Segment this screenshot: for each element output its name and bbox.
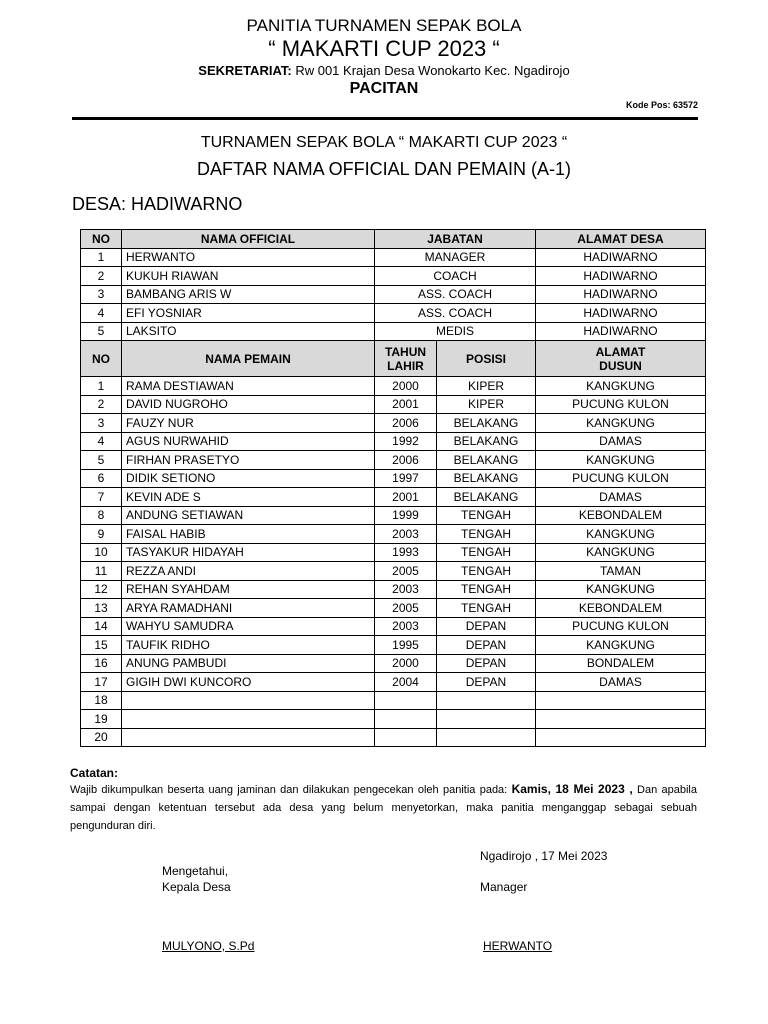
player-row bbox=[81, 488, 706, 507]
roster-table bbox=[80, 229, 706, 747]
player-row bbox=[81, 562, 706, 581]
player-row bbox=[81, 710, 706, 729]
player-row bbox=[81, 691, 706, 710]
player-no: 14 bbox=[81, 617, 122, 636]
official-address: HADIWARNO bbox=[536, 248, 706, 267]
player-name: ARYA RAMADHANI bbox=[122, 599, 375, 618]
official-name: KUKUH RIAWAN bbox=[122, 267, 375, 286]
player-name: GIGIH DWI KUNCORO bbox=[122, 673, 375, 692]
players-header-row bbox=[81, 341, 706, 377]
player-birth-year: 2006 bbox=[375, 451, 437, 470]
player-position: DEPAN bbox=[437, 654, 536, 673]
player-row bbox=[81, 469, 706, 488]
official-no: 5 bbox=[81, 322, 122, 341]
player-address bbox=[536, 710, 706, 729]
document-subtitle: TURNAMEN SEPAK BOLA “ MAKARTI CUP 2023 “ bbox=[200, 134, 568, 151]
official-row bbox=[81, 285, 706, 304]
player-address bbox=[536, 691, 706, 710]
notes-text-before: Wajib dikumpulkan beserta uang jaminan dan dilakukan pengecekan oleh panitia pada: bbox=[70, 784, 512, 796]
player-position: TENGAH bbox=[437, 562, 536, 581]
official-address: HADIWARNO bbox=[536, 267, 706, 286]
player-row bbox=[81, 451, 706, 470]
officials-header-address: ALAMAT DESA bbox=[536, 230, 706, 249]
event-title: “ MAKARTI CUP 2023 “ bbox=[268, 36, 500, 61]
notes-text bbox=[70, 780, 697, 835]
official-address: HADIWARNO bbox=[536, 322, 706, 341]
document-title: DAFTAR NAMA OFFICIAL DAN PEMAIN (A-1) bbox=[196, 159, 572, 179]
player-birth-year: 1997 bbox=[375, 469, 437, 488]
officials-header-name: NAMA OFFICIAL bbox=[122, 230, 375, 249]
player-birth-year: 2005 bbox=[375, 562, 437, 581]
player-name: WAHYU SAMUDRA bbox=[122, 617, 375, 636]
player-birth-year: 2001 bbox=[375, 488, 437, 507]
player-address: TAMAN bbox=[536, 562, 706, 581]
player-address bbox=[536, 728, 706, 747]
secretariat-label: SEKRETARIAT: bbox=[198, 63, 292, 78]
postal-code: Kode Pos: 63572 bbox=[625, 100, 698, 110]
player-birth-year: 2006 bbox=[375, 414, 437, 433]
player-position: KIPER bbox=[437, 395, 536, 414]
official-no: 1 bbox=[81, 248, 122, 267]
player-no: 15 bbox=[81, 636, 122, 655]
official-no: 2 bbox=[81, 267, 122, 286]
player-no: 3 bbox=[81, 414, 122, 433]
organizer-title: PANITIA TURNAMEN SEPAK BOLA bbox=[246, 16, 522, 35]
player-position: BELAKANG bbox=[437, 488, 536, 507]
player-address: PUCUNG KULON bbox=[536, 617, 706, 636]
player-position: BELAKANG bbox=[437, 469, 536, 488]
players-header-address: ALAMAT DUSUN bbox=[536, 341, 706, 377]
player-name: RAMA DESTIAWAN bbox=[122, 377, 375, 396]
player-row bbox=[81, 599, 706, 618]
player-name: DIDIK SETIONO bbox=[122, 469, 375, 488]
player-position: TENGAH bbox=[437, 599, 536, 618]
player-no: 19 bbox=[81, 710, 122, 729]
official-name: LAKSITO bbox=[122, 322, 375, 341]
player-name: DAVID NUGROHO bbox=[122, 395, 375, 414]
official-name: HERWANTO bbox=[122, 248, 375, 267]
official-position: ASS. COACH bbox=[375, 285, 536, 304]
player-row bbox=[81, 395, 706, 414]
player-birth-year: 2000 bbox=[375, 654, 437, 673]
player-address: KANGKUNG bbox=[536, 636, 706, 655]
player-address: BONDALEM bbox=[536, 654, 706, 673]
village-head-role: Kepala Desa bbox=[162, 880, 231, 894]
player-birth-year: 2001 bbox=[375, 395, 437, 414]
player-no: 2 bbox=[81, 395, 122, 414]
player-address: KANGKUNG bbox=[536, 525, 706, 544]
player-row bbox=[81, 414, 706, 433]
player-row bbox=[81, 580, 706, 599]
player-no: 11 bbox=[81, 562, 122, 581]
player-no: 1 bbox=[81, 377, 122, 396]
player-name bbox=[122, 691, 375, 710]
player-name bbox=[122, 710, 375, 729]
acknowledgement-label: Mengetahui, bbox=[162, 864, 229, 878]
player-name bbox=[122, 728, 375, 747]
official-row bbox=[81, 267, 706, 286]
player-address: PUCUNG KULON bbox=[536, 469, 706, 488]
official-no: 4 bbox=[81, 304, 122, 323]
player-no: 13 bbox=[81, 599, 122, 618]
players-header-birth-year: TAHUN LAHIR bbox=[375, 341, 437, 377]
official-no: 3 bbox=[81, 285, 122, 304]
players-header-no: NO bbox=[81, 341, 122, 377]
manager-role: Manager bbox=[480, 880, 528, 894]
player-row bbox=[81, 617, 706, 636]
player-address: KANGKUNG bbox=[536, 377, 706, 396]
player-address: DAMAS bbox=[536, 673, 706, 692]
player-no: 20 bbox=[81, 728, 122, 747]
player-name: FAUZY NUR bbox=[122, 414, 375, 433]
player-no: 9 bbox=[81, 525, 122, 544]
player-address: KANGKUNG bbox=[536, 451, 706, 470]
official-address: HADIWARNO bbox=[536, 285, 706, 304]
header-divider bbox=[72, 117, 698, 120]
players-body bbox=[81, 377, 706, 747]
player-birth-year: 1993 bbox=[375, 543, 437, 562]
player-position: TENGAH bbox=[437, 580, 536, 599]
official-row bbox=[81, 322, 706, 341]
notes-label: Catatan: bbox=[70, 766, 119, 780]
official-position: MANAGER bbox=[375, 248, 536, 267]
village-head-name: MULYONO, S.Pd bbox=[162, 939, 255, 953]
notes-deadline: Kamis, 18 Mei 2023 , bbox=[511, 782, 633, 796]
player-name: REZZA ANDI bbox=[122, 562, 375, 581]
city-name: PACITAN bbox=[349, 80, 419, 97]
player-name: REHAN SYAHDAM bbox=[122, 580, 375, 599]
player-row bbox=[81, 728, 706, 747]
player-address: KANGKUNG bbox=[536, 543, 706, 562]
official-position: ASS. COACH bbox=[375, 304, 536, 323]
player-birth-year: 2005 bbox=[375, 599, 437, 618]
player-no: 16 bbox=[81, 654, 122, 673]
players-header-position: POSISI bbox=[437, 341, 536, 377]
player-address: KANGKUNG bbox=[536, 580, 706, 599]
player-position: DEPAN bbox=[437, 617, 536, 636]
players-header-name: NAMA PEMAIN bbox=[122, 341, 375, 377]
player-name: TASYAKUR HIDAYAH bbox=[122, 543, 375, 562]
player-birth-year: 2003 bbox=[375, 580, 437, 599]
player-no: 10 bbox=[81, 543, 122, 562]
player-row bbox=[81, 525, 706, 544]
player-no: 18 bbox=[81, 691, 122, 710]
player-position: TENGAH bbox=[437, 543, 536, 562]
notes-text-after: Dan apabila sampai dengan ketentuan tersebut ada desa yang belum menyetorkan, maka panitia menganggap sebagai sebuah pengunduran diri. bbox=[70, 784, 697, 832]
player-row bbox=[81, 654, 706, 673]
player-row bbox=[81, 673, 706, 692]
player-row bbox=[81, 543, 706, 562]
player-no: 6 bbox=[81, 469, 122, 488]
player-address: KEBONDALEM bbox=[536, 506, 706, 525]
player-no: 4 bbox=[81, 432, 122, 451]
player-birth-year: 2003 bbox=[375, 617, 437, 636]
village-name: DESA: HADIWARNO bbox=[72, 194, 243, 214]
player-name: TAUFIK RIDHO bbox=[122, 636, 375, 655]
player-name: ANDUNG SETIAWAN bbox=[122, 506, 375, 525]
player-position: DEPAN bbox=[437, 673, 536, 692]
player-position bbox=[437, 728, 536, 747]
player-position: TENGAH bbox=[437, 506, 536, 525]
official-position: MEDIS bbox=[375, 322, 536, 341]
player-row bbox=[81, 377, 706, 396]
player-position bbox=[437, 710, 536, 729]
player-no: 7 bbox=[81, 488, 122, 507]
player-address: DAMAS bbox=[536, 488, 706, 507]
official-row bbox=[81, 304, 706, 323]
officials-header-position: JABATAN bbox=[375, 230, 536, 249]
player-address: DAMAS bbox=[536, 432, 706, 451]
official-row bbox=[81, 248, 706, 267]
official-name: EFI YOSNIAR bbox=[122, 304, 375, 323]
player-birth-year bbox=[375, 728, 437, 747]
player-name: ANUNG PAMBUDI bbox=[122, 654, 375, 673]
player-position: BELAKANG bbox=[437, 414, 536, 433]
player-birth-year: 2004 bbox=[375, 673, 437, 692]
officials-header-no: NO bbox=[81, 230, 122, 249]
secretariat-line bbox=[0, 63, 768, 78]
player-address: KEBONDALEM bbox=[536, 599, 706, 618]
player-address: KANGKUNG bbox=[536, 414, 706, 433]
manager-name: HERWANTO bbox=[483, 939, 553, 953]
player-birth-year: 1995 bbox=[375, 636, 437, 655]
player-birth-year bbox=[375, 691, 437, 710]
official-position: COACH bbox=[375, 267, 536, 286]
player-birth-year: 2000 bbox=[375, 377, 437, 396]
player-birth-year: 2003 bbox=[375, 525, 437, 544]
signature-place-date: Ngadirojo , 17 Mei 2023 bbox=[480, 849, 608, 863]
officials-header-row bbox=[81, 230, 706, 249]
player-no: 12 bbox=[81, 580, 122, 599]
player-birth-year: 1992 bbox=[375, 432, 437, 451]
player-position bbox=[437, 691, 536, 710]
player-no: 5 bbox=[81, 451, 122, 470]
player-position: DEPAN bbox=[437, 636, 536, 655]
player-row bbox=[81, 506, 706, 525]
player-position: KIPER bbox=[437, 377, 536, 396]
official-name: BAMBANG ARIS W bbox=[122, 285, 375, 304]
player-birth-year: 1999 bbox=[375, 506, 437, 525]
player-name: FAISAL HABIB bbox=[122, 525, 375, 544]
player-row bbox=[81, 432, 706, 451]
player-position: BELAKANG bbox=[437, 432, 536, 451]
officials-body bbox=[81, 248, 706, 341]
player-name: AGUS NURWAHID bbox=[122, 432, 375, 451]
secretariat-address: Rw 001 Krajan Desa Wonokarto Kec. Ngadirojo bbox=[295, 63, 570, 78]
player-position: BELAKANG bbox=[437, 451, 536, 470]
player-name: KEVIN ADE S bbox=[122, 488, 375, 507]
player-birth-year bbox=[375, 710, 437, 729]
official-address: HADIWARNO bbox=[536, 304, 706, 323]
player-name: FIRHAN PRASETYO bbox=[122, 451, 375, 470]
player-row bbox=[81, 636, 706, 655]
player-address: PUCUNG KULON bbox=[536, 395, 706, 414]
player-no: 17 bbox=[81, 673, 122, 692]
player-position: TENGAH bbox=[437, 525, 536, 544]
player-no: 8 bbox=[81, 506, 122, 525]
